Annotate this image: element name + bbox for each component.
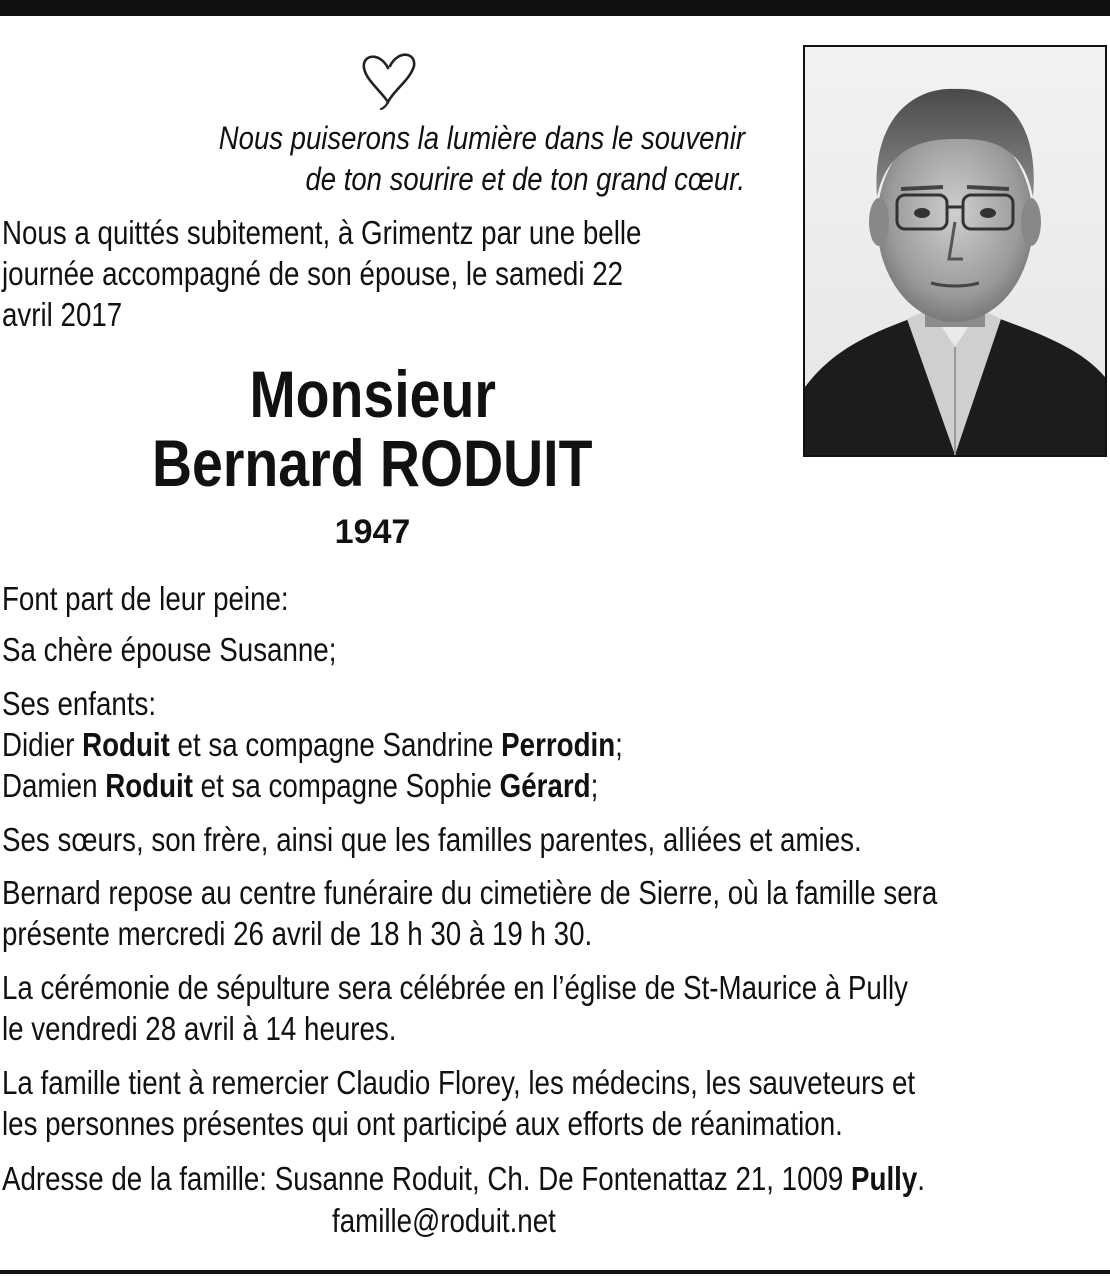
family-email: famille@roduit.net bbox=[332, 1202, 556, 1239]
bottom-rule bbox=[0, 1270, 1110, 1274]
repose-block bbox=[2, 872, 1110, 954]
child-1-surname: Roduit bbox=[82, 726, 170, 763]
intro-paragraph bbox=[2, 212, 744, 335]
thanks-line-2: les personnes présentes qui ont participé aux efforts de réanimation. bbox=[2, 1105, 843, 1142]
child-2-partner-surname: Gérard bbox=[499, 767, 591, 804]
children-block bbox=[2, 683, 1110, 806]
children-label: Ses enfants: bbox=[2, 685, 157, 722]
intro-line-2: journée accompagné de son épouse, le samedi 22 bbox=[2, 255, 624, 292]
quote-line-1: Nous puiserons la lumière dans le souvenir bbox=[218, 120, 746, 156]
family-announcement bbox=[2, 578, 1110, 619]
memorial-quote bbox=[104, 118, 745, 200]
intro-line-1: Nous a quittés subitement, à Grimentz par une belle bbox=[2, 214, 642, 251]
spouse-block bbox=[2, 629, 1110, 670]
font-part-line: Font part de leur peine: bbox=[2, 580, 289, 617]
portrait-photo bbox=[803, 45, 1107, 457]
thanks-line-1: La famille tient à remercier Claudio Florey, les médecins, les sauveteurs et bbox=[2, 1064, 916, 1101]
deceased-title: Monsieur bbox=[249, 357, 496, 431]
repose-line-2: présente mercredi 26 avril de 18 h 30 à 19 h 30. bbox=[2, 915, 593, 952]
siblings-line: Ses sœurs, son frère, ainsi que les familles parentes, alliées et amies. bbox=[2, 821, 862, 858]
child-line-1: Didier Roduit et sa compagne Sandrine Perrodin; bbox=[2, 726, 623, 763]
ceremony-line-1: La cérémonie de sépulture sera célébrée en l’église de St-Maurice à Pully bbox=[2, 969, 909, 1006]
address-block bbox=[2, 1158, 1110, 1199]
repose-line-1: Bernard repose au centre funéraire du cimetière de Sierre, où la famille sera bbox=[2, 874, 938, 911]
ceremony-block bbox=[2, 967, 1110, 1049]
siblings-block bbox=[2, 819, 1110, 860]
spouse-line: Sa chère épouse Susanne; bbox=[2, 631, 337, 668]
address-line: Adresse de la famille: Susanne Roduit, Ch. De Fontenattaz 21, 1009 Pully. bbox=[2, 1160, 926, 1197]
child-1-partner-surname: Perrodin bbox=[501, 726, 616, 763]
quote-line-2: de ton sourire et de ton grand cœur. bbox=[305, 161, 745, 197]
child-2-surname: Roduit bbox=[105, 767, 193, 804]
birth-year: 1947 bbox=[334, 513, 411, 551]
heart-icon bbox=[358, 46, 420, 110]
email-block bbox=[332, 1200, 1032, 1241]
top-rule bbox=[0, 0, 1110, 16]
thanks-block bbox=[2, 1062, 1110, 1144]
deceased-name: Bernard RODUIT bbox=[152, 426, 593, 500]
address-city: Pully bbox=[851, 1160, 918, 1197]
ceremony-line-2: le vendredi 28 avril à 14 heures. bbox=[2, 1010, 397, 1047]
child-line-2: Damien Roduit et sa compagne Sophie Gérard; bbox=[2, 767, 599, 804]
intro-line-3: avril 2017 bbox=[2, 296, 123, 333]
